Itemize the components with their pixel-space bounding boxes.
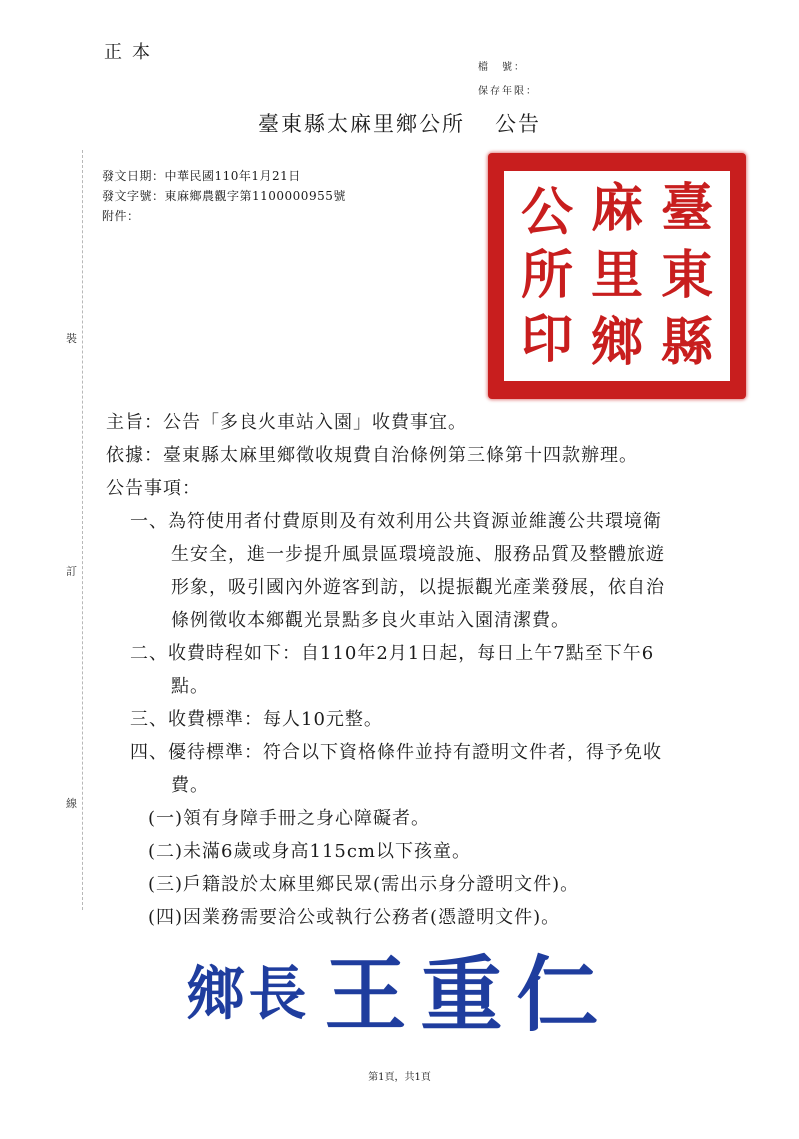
seal-char: 臺 <box>660 178 713 239</box>
signature-title: 鄉長 <box>186 959 311 1028</box>
page-footer: 第1頁，共1頁 <box>368 1072 431 1083</box>
subject-line: 主旨：公告「多良火車站入園」收費事宜。 <box>106 412 467 433</box>
seal-char: 東 <box>660 245 713 306</box>
official-seal <box>488 153 746 399</box>
seal-inner <box>504 171 730 381</box>
binding-mark-zhuang: 裝 <box>66 332 77 345</box>
seal-column-1 <box>661 175 713 377</box>
seal-char: 麻 <box>590 178 643 239</box>
seal-column-2 <box>591 175 643 377</box>
item-1-line-2: 生安全，進一步提升風景區環境設施、服務品質及整體旅遊 <box>171 544 665 565</box>
seal-column-3 <box>521 175 573 377</box>
binding-mark-ding: 訂 <box>66 565 77 578</box>
signature <box>0 930 799 1047</box>
issue-number: 發文字號：東麻鄉農觀字第1100000955號 <box>102 189 346 203</box>
sub-item-2: (二)未滿6歲或身高115cm以下孩童。 <box>148 841 472 862</box>
item-3: 三、收費標準：每人10元整。 <box>130 709 383 730</box>
seal-char: 鄉 <box>590 313 643 374</box>
retention-label: 保存年限： <box>478 86 538 97</box>
seal-char: 縣 <box>660 313 713 374</box>
document-type: 公告 <box>495 112 541 136</box>
items-heading: 公告事項： <box>106 478 201 499</box>
document-title <box>0 108 799 138</box>
seal-char: 印 <box>520 309 573 370</box>
attachment-label: 附件： <box>102 209 140 223</box>
binding-mark-xian: 線 <box>66 797 77 810</box>
issuing-office: 臺東縣太麻里鄉公所 <box>258 112 465 136</box>
item-4-line-1: 四、優待標準：符合以下資格條件並持有證明文件者，得予免收 <box>130 742 662 763</box>
item-1-line-1: 一、為符使用者付費原則及有效利用公共資源並維護公共環境衛 <box>130 511 662 532</box>
item-4-line-2: 費。 <box>171 775 209 796</box>
issue-date: 發文日期：中華民國110年1月21日 <box>102 169 301 183</box>
binding-line <box>82 150 83 910</box>
copy-label: 正本 <box>104 42 160 63</box>
seal-char: 公 <box>520 182 573 243</box>
sub-item-1: (一)領有身障手冊之身心障礙者。 <box>148 808 431 829</box>
signature-name: 王重仁 <box>324 948 613 1043</box>
seal-char: 里 <box>590 245 643 306</box>
item-1-line-3: 形象，吸引國內外遊客到訪，以提振觀光產業發展，依自治 <box>171 577 665 598</box>
item-2-line-1: 二、收費時程如下：自110年2月1日起，每日上午7點至下午6 <box>130 643 655 664</box>
sub-item-3: (三)戶籍設於太麻里鄉民眾(需出示身分證明文件)。 <box>148 874 580 895</box>
item-1-line-4: 條例徵收本鄉觀光景點多良火車站入園清潔費。 <box>171 610 570 631</box>
sub-item-4: (四)因業務需要洽公或執行公務者(憑證明文件)。 <box>148 907 561 928</box>
seal-char: 所 <box>520 246 573 306</box>
file-number-label: 檔 號： <box>478 62 526 73</box>
basis-line: 依據：臺東縣太麻里鄉徵收規費自治條例第三條第十四款辦理。 <box>106 445 638 466</box>
item-2-line-2: 點。 <box>171 676 209 697</box>
